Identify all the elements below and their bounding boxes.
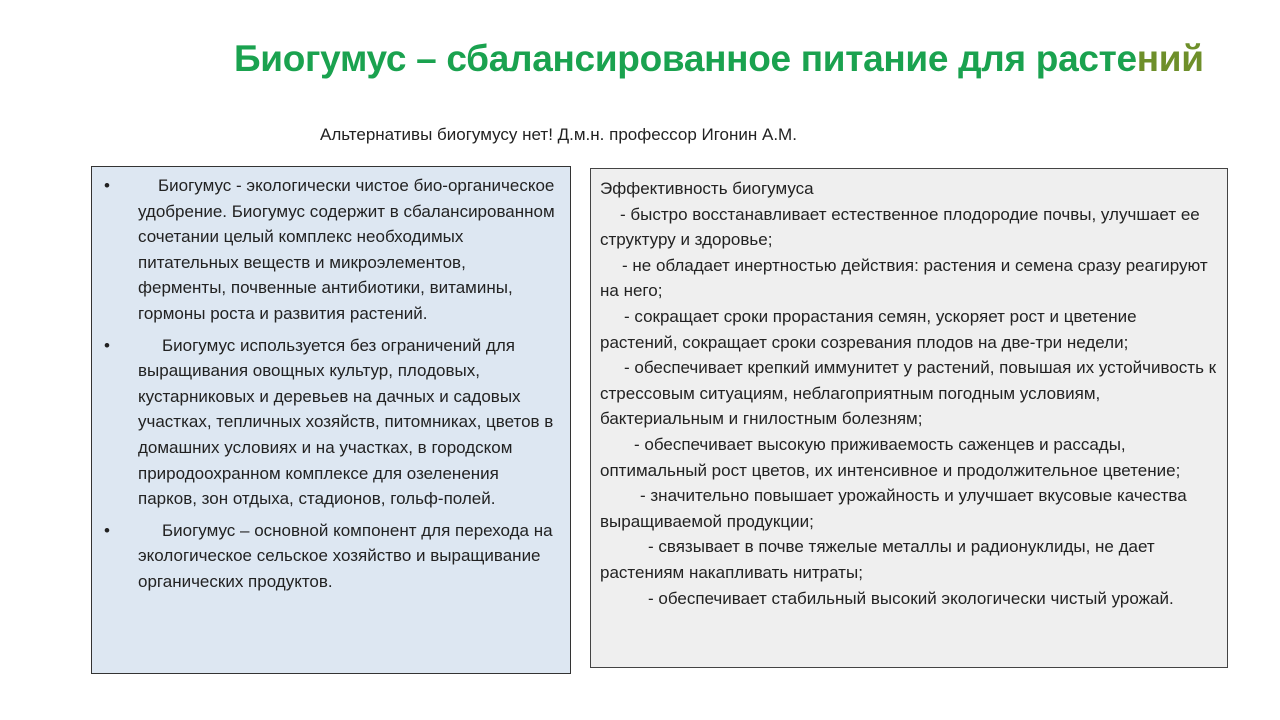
- effectiveness-item: - сокращает сроки прорастания семян, ускоряет рост и цветение растений, сокращает сроки созревания плодов на две-три недели;: [600, 306, 1137, 352]
- description-item: [100, 333, 556, 512]
- description-text: Биогумус используется без ограничений для выращивания овощных культур, плодовых, кустарниковых и деревьев на дачных и садовых участках, тепличных хозяйств, питомниках, цветов в домашних условиях и на участках, в городском природоохранном комплексе для озеленения парков, зон отдыха, стадионов, гольф-полей.: [138, 335, 554, 509]
- effectiveness-item: - связывает в почве тяжелые металлы и радионуклиды, не дает растениям накапливать нитраты;: [600, 537, 1155, 582]
- description-text: Биогумус – основной компонент для перехода на экологическое сельское хозяйство и выращивание органических продуктов.: [138, 520, 553, 591]
- effectiveness-item: - обеспечивает крепкий иммунитет у растений, повышая их устойчивость к стрессовым ситуациям, неблагоприятным погодным условиям, бактериальным и гнилостным болезням;: [600, 358, 1217, 429]
- bullet-icon: •: [104, 520, 110, 540]
- description-list: [100, 173, 556, 595]
- bullet-icon: •: [104, 176, 110, 195]
- slide-title: [234, 38, 1204, 80]
- effectiveness-item: - значительно повышает урожайность и улучшает вкусовые качества выращиваемой продукции;: [600, 486, 1187, 531]
- effectiveness-item: - обеспечивает стабильный высокий экологически чистый урожай.: [648, 588, 1174, 608]
- bullet-icon: •: [104, 335, 110, 355]
- description-panel: [91, 166, 571, 674]
- title-main: Биогумус – сбалансированное питание для расте: [234, 38, 1137, 79]
- slide-subtitle: Альтернативы биогумусу нет! Д.м.н. профессор Игонин А.М.: [320, 125, 797, 144]
- effectiveness-item: - обеспечивает высокую приживаемость саженцев и рассады, оптимальный рост цветов, их интенсивное и продолжительное цветение;: [600, 434, 1181, 480]
- effectiveness-item: - быстро восстанавливает естественное плодородие почвы, улучшает ее структуру и здоровье;: [600, 204, 1200, 250]
- title-tail: ний: [1136, 38, 1204, 79]
- effectiveness-item: - не обладает инертностью действия: растения и семена сразу реагируют на него;: [600, 255, 1208, 301]
- description-item: [100, 173, 556, 327]
- effectiveness-heading: Эффективность биогумуса: [600, 179, 814, 198]
- description-item: [100, 518, 556, 595]
- description-text: Биогумус - экологически чистое био-органическое удобрение. Биогумус содержит в сбалансированном сочетании целый комплекс необходимых питательных веществ и микроэлементов, ферменты, почвенные антибиотики, витамины, гормоны роста и развития растений.: [138, 176, 555, 323]
- effectiveness-panel: [590, 168, 1228, 668]
